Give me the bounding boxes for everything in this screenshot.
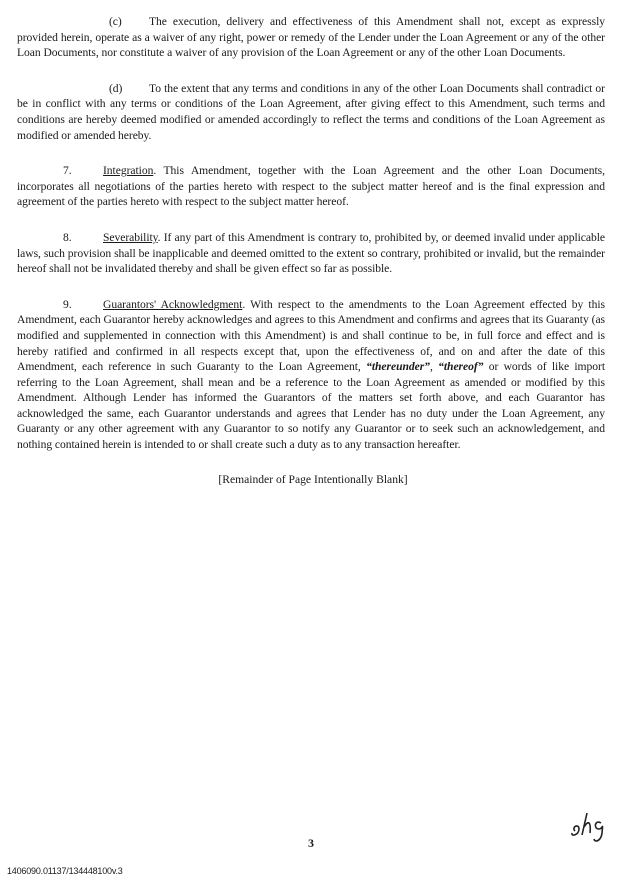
initials-signature xyxy=(567,805,615,845)
section-number: 8. xyxy=(63,230,72,244)
page-number: 3 xyxy=(308,836,314,850)
section-text-b: or words of like import referring to the Loan Agreement, shall mean and be a reference to the Loan Agreement as amended or modified by this Amendment. Although Lender has informed the Guarantors of the matters set forth above, and each Guarantor has acknowledged the same, each Guarantor understands and agrees that Lender has no duty under the Loan Agreement, any Guaranty or any other agreement with any Guarantor to so notify any Guarantor or to seek such an acknowledgement, and nothing contained herein is intended to or shall create such a duty as to any transaction hereafter. xyxy=(17,360,606,452)
section-text: If any part of this Amendment is contrary to, prohibited by, or deemed invalid under applicable laws, such provision shall be inapplicable and deemed omitted to the extent so contrary, prohibited or invalid, but the remainder hereof shall not be invalidated thereby and shall be given effect so far as possible. xyxy=(17,230,605,276)
section-9: 9. Guarantors' Acknowledgment. With respect to the amendments to the Loan Agreement effected by this Amendment, each Guarantor hereby acknowledges and agrees to this Amendment and confirms and agrees that its Guaranty (as modified and supplemented in connection with this Amendment) is and shall continue to be, in full force and effect and is hereby ratified and confirmed in all respects except that, upon the effectiveness of, and on and after the date of this Amendment, each reference in such Guaranty to the Loan Agreement, “thereunder”, “thereof” or words of like import referring to the Loan Agreement, shall mean and be a reference to the Loan Agreement as amended or modified by this Amendment. Although Lender has informed the Guarantors of the matters set forth above, and each Guarantor has acknowledged the same, each Guarantor understands and agrees that Lender has no duty under the Loan Agreement, any Guaranty or any other agreement with any Guarantor to so notify any Guarantor or to seek such an acknowledgement, and nothing contained herein is intended to or shall create such a duty as to any transaction hereafter. xyxy=(17,297,606,452)
document-page xyxy=(17,14,605,486)
section-text: This Amendment, together with the Loan Agreement and the other Loan Documents, incorporates all negotiations of the parties hereto with respect to the subject matter hereof and is the final expression and agreement of the parties hereto with respect to the subject matter hereof. xyxy=(17,164,605,209)
section-7: 7. Integration. This Amendment, together with the Loan Agreement and the other Loan Documents, incorporates all negotiations of the parties hereto with respect to the subject matter hereof and is the final expression and agreement of the parties hereto with respect to the subject matter hereof. xyxy=(17,164,605,209)
section-heading: Guarantors' Acknowledgment xyxy=(103,297,243,311)
paragraph-text: To the extent that any terms and conditions in any of the other Loan Documents shall contradict or be in conflict with any terms or conditions of the Loan Agreement, after giving effect to this Amendment, such terms and conditions are hereby deemed modified or amended accordingly to reflect the terms and conditions of the Loan Agreement as modified or amended hereby. xyxy=(17,81,605,142)
paragraph-d xyxy=(17,81,605,143)
term-thereunder: “thereunder” xyxy=(366,360,430,374)
paragraph-label: (c) xyxy=(109,15,122,28)
section-8: 8. Severability. If any part of this Amendment is contrary to, prohibited by, or deemed invalid under applicable laws, such provision shall be inapplicable and deemed omitted to the extent so contrary, prohibited or invalid, but the remainder hereof shall not be invalidated thereby and shall be given effect so far as possible. xyxy=(17,230,605,276)
paragraph-text: The execution, delivery and effectiveness of this Amendment shall not, except as expressly provided herein, operate as a waiver of any right, power or remedy of the Lender under the Loan Agreement or any of the other Loan Documents, nor constitute a waiver of any provision of the Loan Agreement or any of the other Loan Documents. xyxy=(17,15,605,60)
section-number: 7. xyxy=(63,164,72,178)
term-separator: , xyxy=(429,360,433,374)
document-footer-id: 1406090.01137/134448100v.3 xyxy=(7,866,123,876)
paragraph-label: (d) xyxy=(109,81,123,95)
term-thereof: “thereof” xyxy=(438,360,484,374)
section-heading: Integration xyxy=(103,164,154,178)
remainder-note: [Remainder of Page Intentionally Blank] xyxy=(218,472,408,486)
paragraph-c xyxy=(17,14,605,61)
section-text-a: With respect to the amendments to the Loan Agreement effected by this Amendment, each Guarantor hereby acknowledges and agrees to this Amendment and confirms and agrees that its Guaranty (as modified and supplemented in connection with this Amendment) is and shall continue to be, in full force and effect and is hereby ratified and confirmed in all respects except that, upon the effectiveness of, and on and after the date of this Amendment, each reference in such Guaranty to the Loan Agreement, xyxy=(17,297,605,374)
section-heading: Severability xyxy=(103,230,158,244)
section-number: 9. xyxy=(63,297,72,311)
